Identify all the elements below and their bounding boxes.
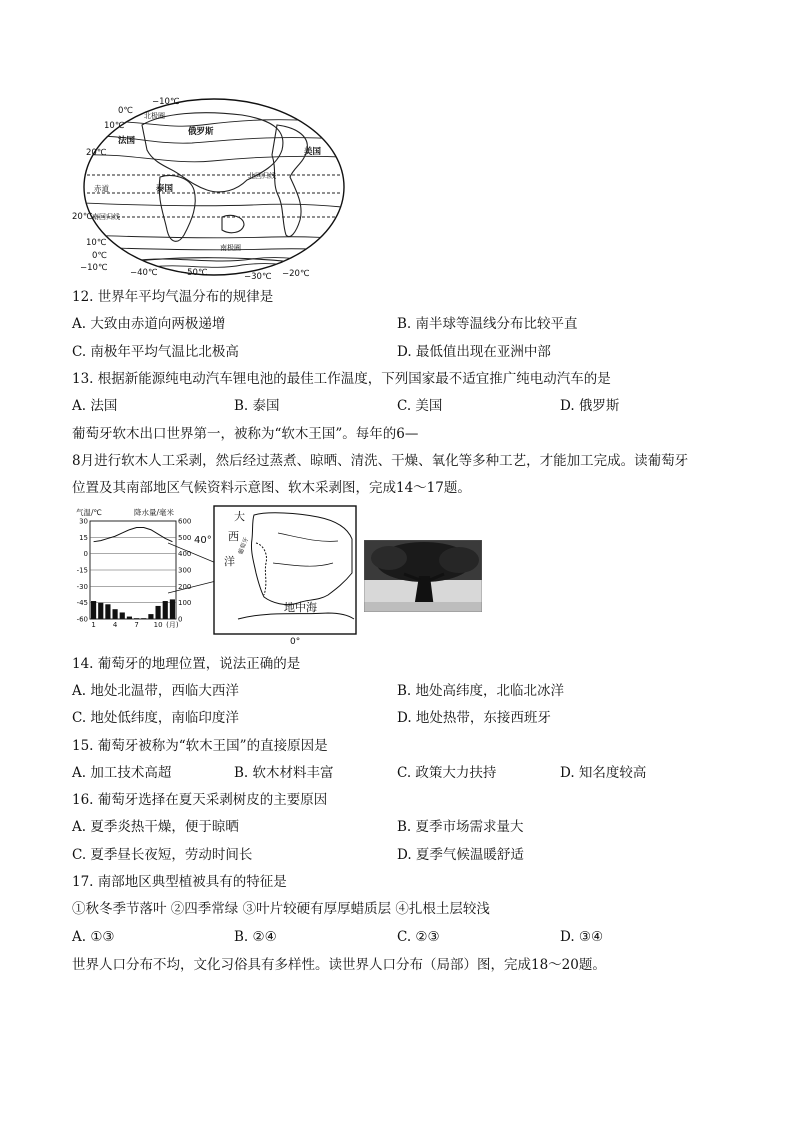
- label-m10-top: −10℃: [152, 97, 180, 107]
- map2-frame: [214, 506, 356, 634]
- climate-x-tick: 7: [134, 621, 139, 629]
- label-m10-bottom: −10℃: [80, 263, 108, 273]
- q15-option-d: D. 知名度较高: [560, 765, 647, 781]
- label-russia: 俄罗斯: [188, 127, 214, 137]
- q16-stem: 16. 葡萄牙选择在夏天采剥树皮的主要原因: [72, 792, 328, 808]
- climate-left-tick: -60: [76, 615, 88, 624]
- label-m30: −30℃: [244, 272, 272, 279]
- q16-option-b: B. 夏季市场需求量大: [397, 819, 524, 835]
- world-isotherm-map: [72, 95, 352, 279]
- q15-option-a: A. 加工技术高超: [72, 765, 172, 781]
- label-20c-bottom: 20℃: [72, 212, 93, 222]
- label-antarctic: 南极圈: [220, 244, 241, 252]
- climate-left-tick: -30: [76, 582, 88, 591]
- q14-option-d: D. 地处热带，东接西班牙: [397, 710, 551, 726]
- portugal-label: 葡萄牙: [237, 536, 251, 556]
- climate-precip-bar: [141, 618, 146, 619]
- climate-precip-bar: [120, 612, 125, 619]
- climate-precip-bar: [105, 604, 110, 619]
- climate-precip-bar: [91, 601, 96, 619]
- label-arctic: 北极圈: [144, 112, 165, 120]
- q14-option-a: A. 地处北温带，西临大西洋: [72, 683, 239, 699]
- atlantic-char-2: 西: [228, 530, 239, 543]
- q17-option-a: A. ①③: [72, 929, 115, 945]
- label-thailand: 泰国: [156, 184, 174, 194]
- q14-option-b: B. 地处高纬度，北临北冰洋: [397, 683, 565, 699]
- q16-option-a: A. 夏季炎热干燥，便于晾晒: [72, 819, 239, 835]
- q13-option-b: B. 泰国: [234, 398, 280, 414]
- q17-option-c: C. ②③: [397, 929, 440, 945]
- q15-stem: 15. 葡萄牙被称为“软木王国”的直接原因是: [72, 738, 328, 754]
- climate-x-tick: 4: [112, 621, 118, 629]
- q14-option-c: C. 地处低纬度，南临印度洋: [72, 710, 239, 726]
- intro-population: 世界人口分布不均，文化习俗具有多样性。读世界人口分布（局部）图，完成18～20题。: [72, 957, 606, 973]
- label-10c-bottom: 10℃: [86, 238, 107, 248]
- label-tropic-south: 南回归线: [92, 213, 120, 221]
- label-0c-bottom: 0℃: [92, 251, 107, 261]
- q17-stem: 17. 南部地区典型植被具有的特征是: [72, 874, 287, 890]
- q17-items: ①秋冬季节落叶 ②四季常绿 ③叶片较硬有厚厚蜡质层 ④扎根土层较浅: [72, 901, 490, 917]
- lat-40-label: 40°: [194, 535, 212, 546]
- label-m20: −20℃: [282, 269, 310, 279]
- lon-0-label: 0°: [290, 637, 301, 645]
- label-tropic-north: 北回归线: [248, 172, 276, 180]
- q17-option-d: D. ③④: [560, 929, 604, 945]
- climate-left-tick: -45: [76, 599, 88, 608]
- mediterranean-label: 地中海: [284, 601, 317, 614]
- intro-cork-line1: 葡萄牙软木出口世界第一，被称为“软木王国”。每年的6—: [72, 426, 419, 442]
- climate-left-tick: 15: [79, 533, 88, 542]
- climate-precip-bar: [98, 603, 103, 619]
- q15-option-b: B. 软木材料丰富: [234, 765, 334, 781]
- q12-stem: 12. 世界年平均气温分布的规律是: [72, 289, 274, 305]
- climate-y-left-title: 气温/℃: [76, 508, 102, 517]
- q12-option-c: C. 南极年平均气温比北极高: [72, 344, 239, 360]
- label-m40: −40℃: [130, 268, 158, 278]
- climate-right-tick: 0: [178, 615, 183, 624]
- q15-option-c: C. 政策大力扶持: [397, 765, 497, 781]
- q14-stem: 14. 葡萄牙的地理位置，说法正确的是: [72, 656, 301, 672]
- q13-option-a: A. 法国: [72, 398, 118, 414]
- climate-right-tick: 400: [178, 550, 192, 559]
- climate-precip-bar: [134, 618, 139, 619]
- label-usa: 美国: [304, 147, 322, 157]
- label-0c-top: 0℃: [118, 106, 133, 116]
- label-m50: −50℃: [180, 268, 208, 278]
- label-10c-top: 10℃: [104, 121, 125, 131]
- climate-right-tick: 200: [178, 582, 192, 591]
- climate-x-tick: 1: [91, 621, 96, 629]
- climate-precip-bar: [127, 617, 132, 619]
- q13-option-c: C. 美国: [397, 398, 443, 414]
- portugal-location-map: [168, 503, 360, 645]
- q13-stem: 13. 根据新能源纯电动汽车锂电池的最佳工作温度，下列国家最不适宜推广纯电动汽车的是: [72, 371, 611, 387]
- climate-right-tick: 300: [178, 566, 192, 575]
- atlantic-char-1: 大: [234, 510, 245, 523]
- climate-precip-bar: [156, 606, 161, 619]
- intro-cork-line2: 8月进行软木人工采剥，然后经过蒸煮、晾晒、清洗、干燥、氧化等多种工艺，才能加工完成。读葡萄牙: [72, 453, 689, 469]
- q12-option-a: A. 大致由赤道向两极递增: [72, 316, 226, 332]
- climate-right-tick: 500: [178, 533, 192, 542]
- climate-y-right-title: 降水量/毫米: [134, 508, 175, 517]
- q16-option-c: C. 夏季昼长夜短，劳动时间长: [72, 847, 253, 863]
- climate-left-tick: 30: [79, 517, 88, 526]
- intro-cork-line3: 位置及其南部地区气候资料示意图、软木采剥图，完成14～17题。: [72, 480, 471, 496]
- q13-option-d: D. 俄罗斯: [560, 398, 620, 414]
- q16-option-d: D. 夏季气候温暖舒适: [397, 847, 524, 863]
- q17-option-b: B. ②④: [234, 929, 277, 945]
- cork-stripping-photo: [364, 540, 482, 612]
- photo-ground: [364, 602, 482, 612]
- climate-left-tick: 0: [83, 550, 88, 559]
- label-equator: 赤道: [94, 184, 109, 193]
- label-20c-top: 20℃: [86, 148, 107, 158]
- atlantic-char-3: 洋: [224, 555, 235, 568]
- climate-x-tick: 10: [153, 621, 163, 629]
- q12-option-b: B. 南半球等温线分布比较平直: [397, 316, 578, 332]
- climate-precip-bar: [113, 609, 118, 619]
- q12-option-d: D. 最低值出现在亚洲中部: [397, 344, 551, 360]
- climate-left-tick: -15: [76, 566, 88, 575]
- climate-right-tick: 600: [178, 517, 192, 526]
- climate-right-tick: 100: [178, 599, 192, 608]
- climate-x-unit: (月): [166, 621, 179, 629]
- label-france: 法国: [118, 136, 136, 146]
- climate-precip-bar: [148, 614, 153, 619]
